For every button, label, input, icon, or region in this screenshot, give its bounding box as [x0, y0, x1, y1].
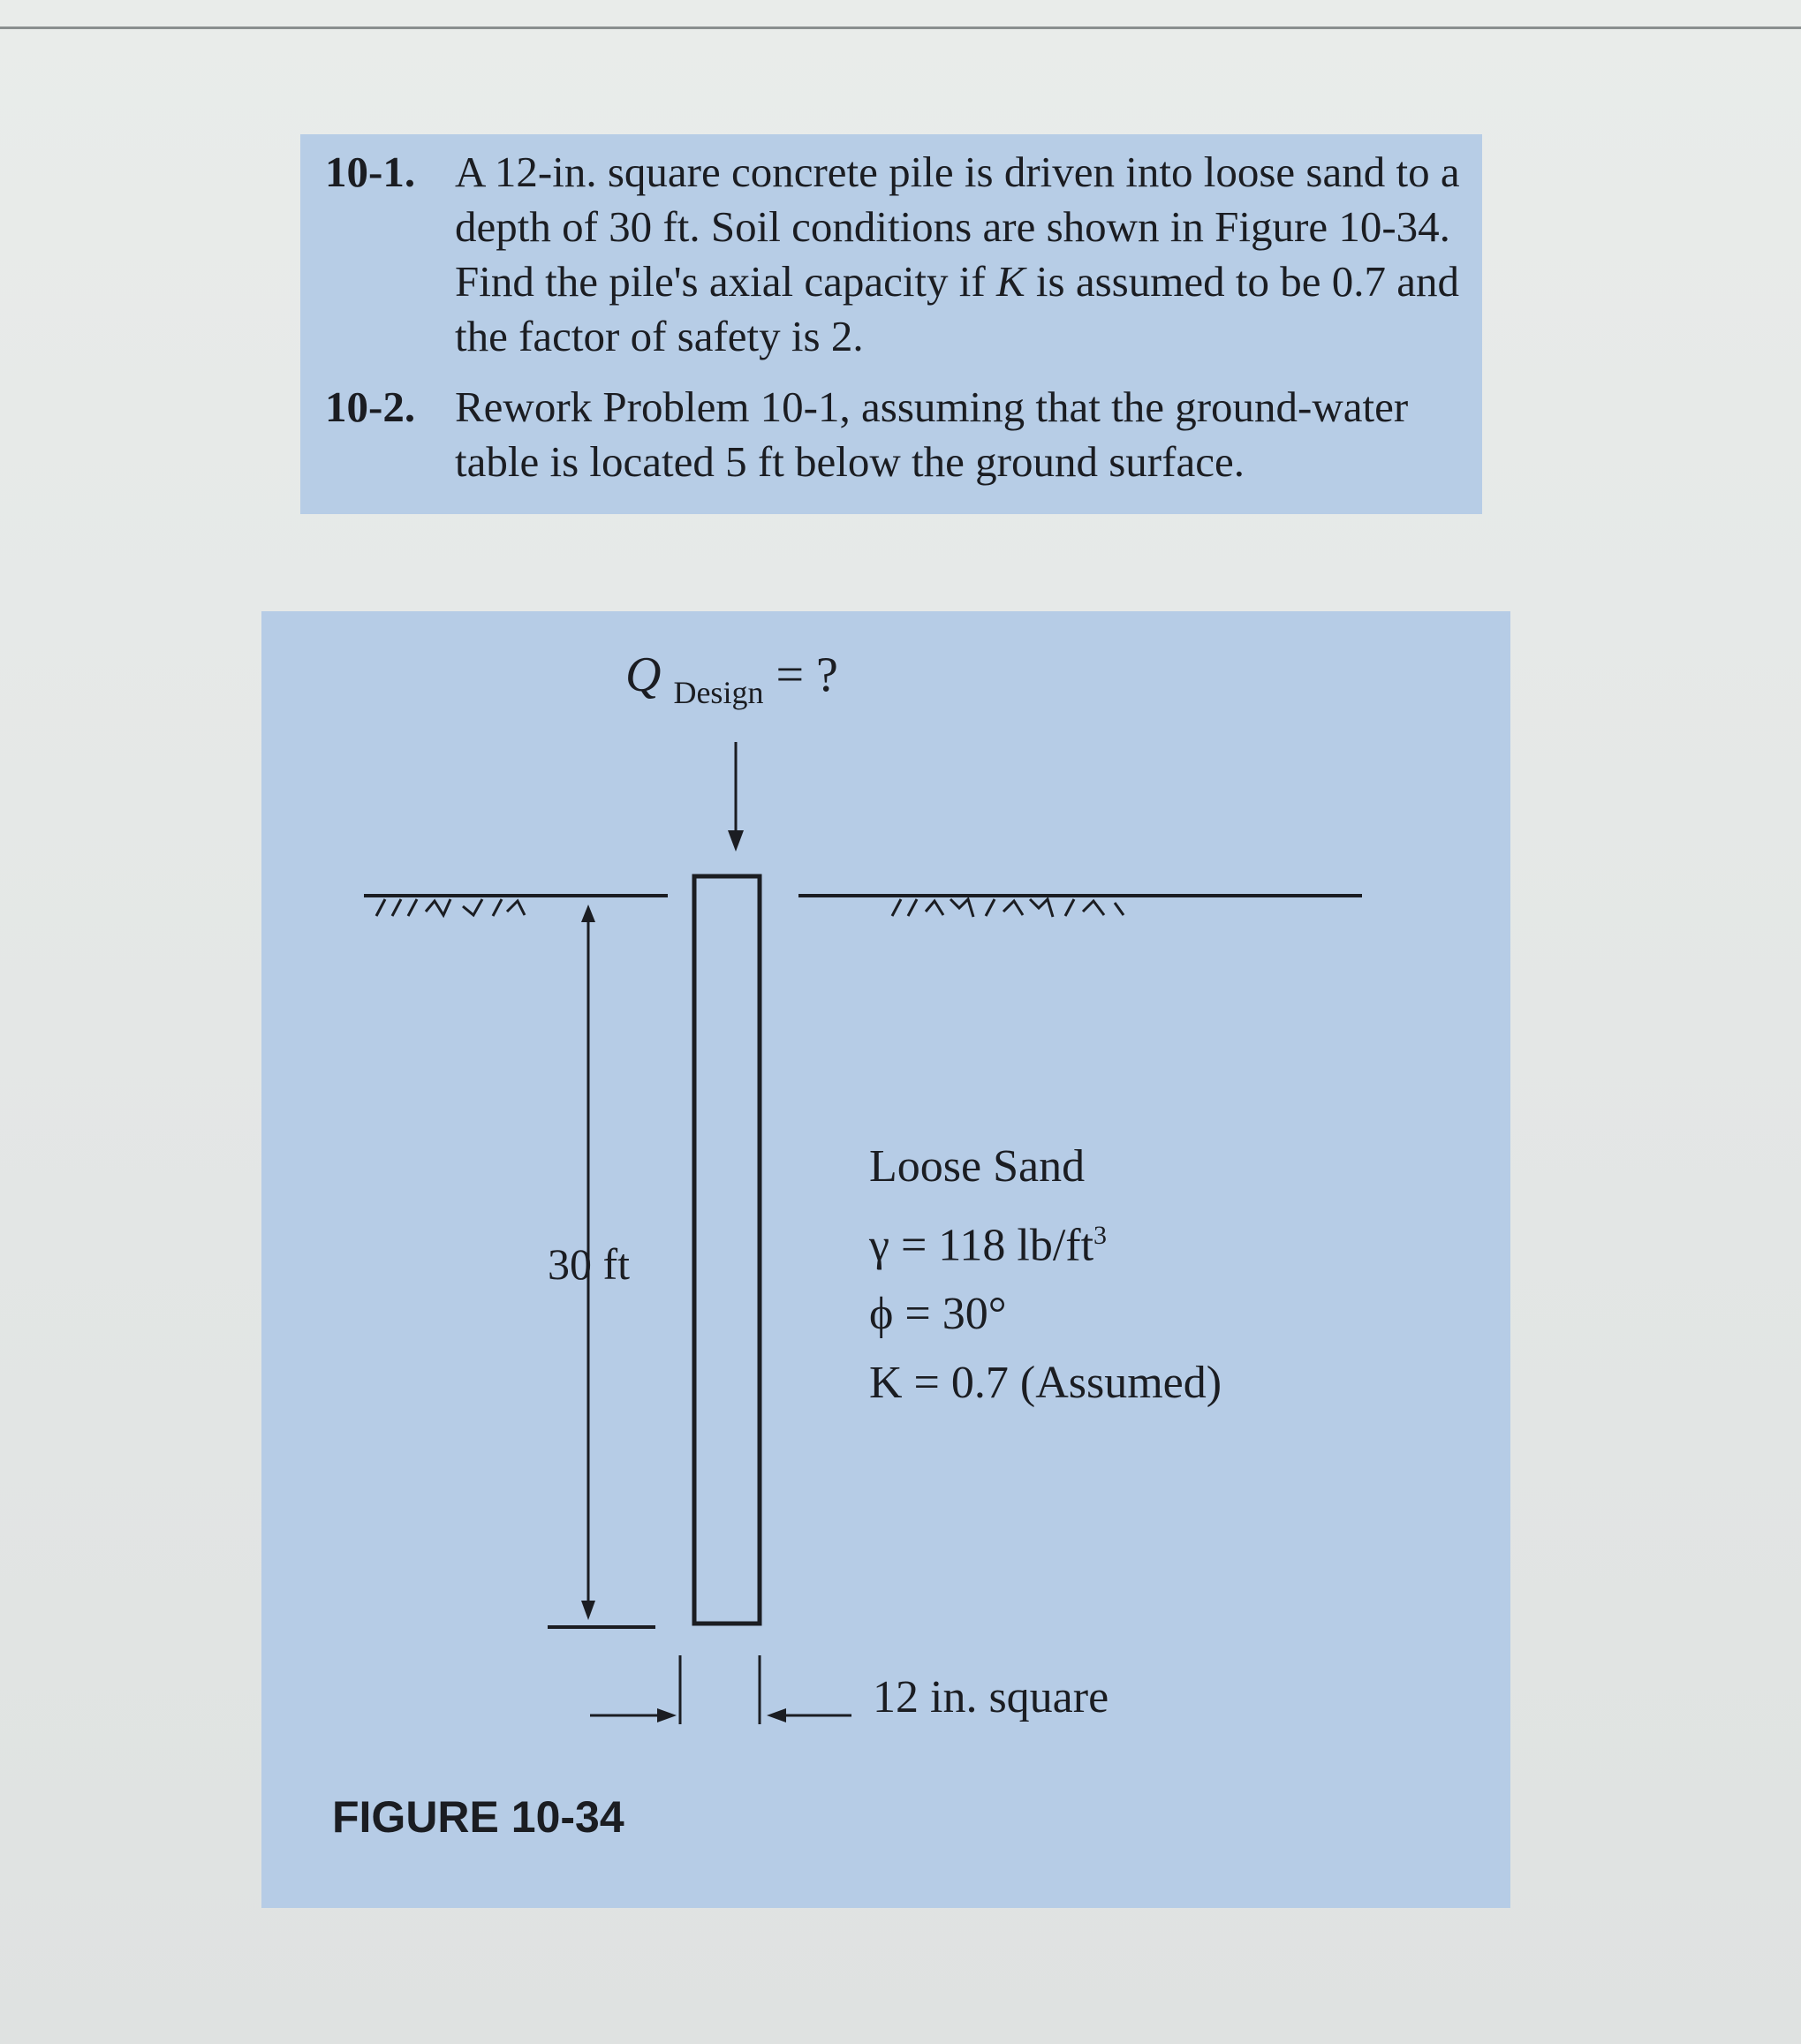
ground-hatch-right [892, 899, 1124, 917]
problem-text: A 12-in. square concrete pile is driven into loose sand to a depth of 30 ft. Soil conditions are shown in Figure 10-34. Find the pile's axial capacity if K is assumed to be 0.7 and the factor of safety is 2. [455, 148, 1460, 360]
depth-label: 30 ft [548, 1239, 631, 1289]
friction-angle: ϕ = 30° [869, 1289, 1007, 1340]
soil-name: Loose Sand [869, 1141, 1086, 1192]
figure-caption: FIGURE 10-34 [332, 1792, 624, 1842]
width-arrow-right-head [767, 1708, 786, 1722]
unit-weight: γ = 118 $lb/ft^3$ [869, 1220, 1108, 1271]
screen-top-border [0, 26, 1801, 29]
ground-hatch-left [376, 899, 525, 916]
problem-text: Rework Problem 10-1, assuming that the ground-water table is located 5 ft below the ground surface. [455, 382, 1409, 486]
problem-number: 10-1. [325, 148, 416, 196]
soil-properties [869, 1132, 1222, 1418]
k-coefficient: K = 0.7 (Assumed) [869, 1358, 1222, 1409]
depth-arrow-bottom [581, 1601, 595, 1620]
width-arrow-left-head [657, 1708, 677, 1722]
load-arrow-head [728, 830, 744, 852]
problem-10-1 [325, 145, 1464, 364]
design-load-label: Q $_{Design}$ = ? [625, 647, 838, 710]
figure-panel [261, 611, 1510, 1908]
problem-number: 10-2. [325, 382, 416, 431]
problem-10-2 [325, 380, 1464, 489]
pile-outline [694, 876, 760, 1624]
pile-width-label: 12 in. square [873, 1672, 1109, 1722]
depth-arrow-top [581, 905, 595, 922]
problems-panel [300, 134, 1482, 514]
